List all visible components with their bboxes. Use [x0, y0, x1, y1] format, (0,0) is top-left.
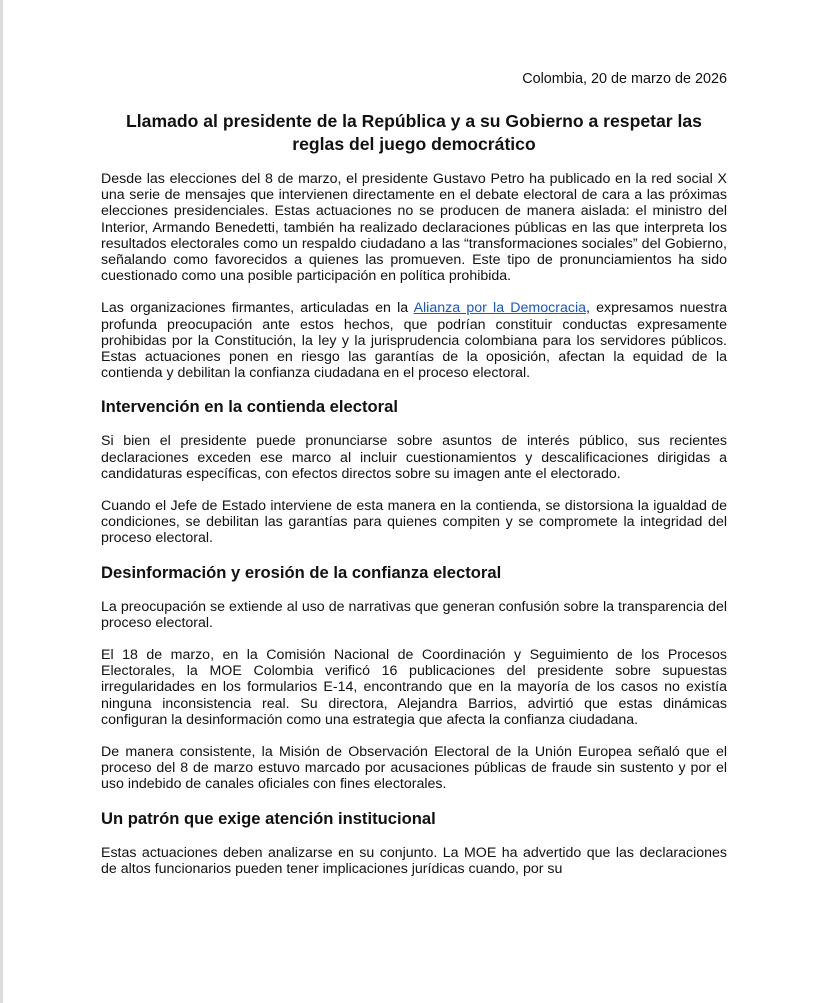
document-date: Colombia, 20 de marzo de 2026	[522, 71, 727, 87]
section-2-paragraph-3: De manera consistente, la Misión de Observación Electoral de la Unión Europea señaló que el proceso del 8 de marzo estuvo marcado por acusaciones públicas de fraude sin sustento y por el uso indebido de canales oficiales con fines electorales.	[101, 744, 727, 793]
section-2-paragraph-2: El 18 de marzo, en la Comisión Nacional de Coordinación y Seguimiento de los Procesos Electorales, la MOE Colombia verificó 16 publicaciones del presidente sobre supuestas irregularidades en los formularios E-14, encontrando que en la mayoría de los casos no existía ninguna inconsistencia real. Su directora, Alejandra Barrios, advirtió que estas dinámicas configuran la desinformación como una estrategia que afecta la confianza ciudadana.	[101, 647, 727, 728]
section-heading-desinformacion: Desinformación y erosión de la confianza electoral	[101, 562, 502, 582]
section-2-paragraph-1: La preocupación se extiende al uso de narrativas que generan confusión sobre la transparencia del proceso electoral.	[101, 598, 727, 631]
document-title: Llamado al presidente de la República y a su Gobierno a respetar las reglas del juego democrático	[126, 111, 702, 154]
document-body	[101, 70, 727, 893]
section-heading-patron: Un patrón que exige atención institucional	[101, 808, 436, 828]
intro-paragraph-2-before: Las organizaciones firmantes, articuladas en la	[101, 300, 414, 317]
section-1-paragraph-1: Si bien el presidente puede pronunciarse sobre asuntos de interés público, sus recientes declaraciones exceden ese marco al incluir cuestionamientos y descalificaciones dirigidas a candidaturas específicas, con efectos directos sobre su imagen ante el electorado.	[101, 433, 727, 482]
intro-paragraph-2-after: , expresamos nuestra profunda preocupación ante estos hechos, que podrían constituir conductas expresamente prohibidas por la Constitución, la ley y la jurisprudencia colombiana para los servidores públicos. Estas actuaciones ponen en riesgo las garantías de la oposición, afectan la equidad de la contienda y debilitan la confianza ciudadana en el proceso electoral.	[101, 300, 727, 382]
section-1-paragraph-2: Cuando el Jefe de Estado interviene de esta manera en la contienda, se distorsiona la igualdad de condiciones, se debilitan las garantías para quienes compiten y se compromete la integridad del proceso electoral.	[101, 498, 727, 547]
section-heading-intervencion: Intervención en la contienda electoral	[101, 397, 398, 417]
section-3-paragraph-1: Estas actuaciones deben analizarse en su conjunto. La MOE ha advertido que las declaraciones de altos funcionarios pueden tener implicaciones jurídicas cuando, por su	[101, 844, 727, 877]
alianza-por-la-democracia-link[interactable]: Alianza por la Democracia	[413, 300, 586, 317]
intro-paragraph-1: Desde las elecciones del 8 de marzo, el presidente Gustavo Petro ha publicado en la red social X una serie de mensajes que intervienen directamente en el debate electoral de cara a las próximas elecciones presidenciales. Estas actuaciones no se producen de manera aislada: el ministro del Interior, Armando Benedetti, también ha realizado declaraciones públicas en las que interpreta los resultados electorales como un respaldo ciudadano a las “transformaciones sociales” del Gobierno, señalando como favorecidos a quienes las promueven. Este tipo de pronunciamientos ha sido cuestionado como una posible participación en política prohibida.	[101, 171, 727, 285]
page-edge-divider	[0, 0, 3, 1003]
intro-paragraph-2	[101, 300, 727, 381]
